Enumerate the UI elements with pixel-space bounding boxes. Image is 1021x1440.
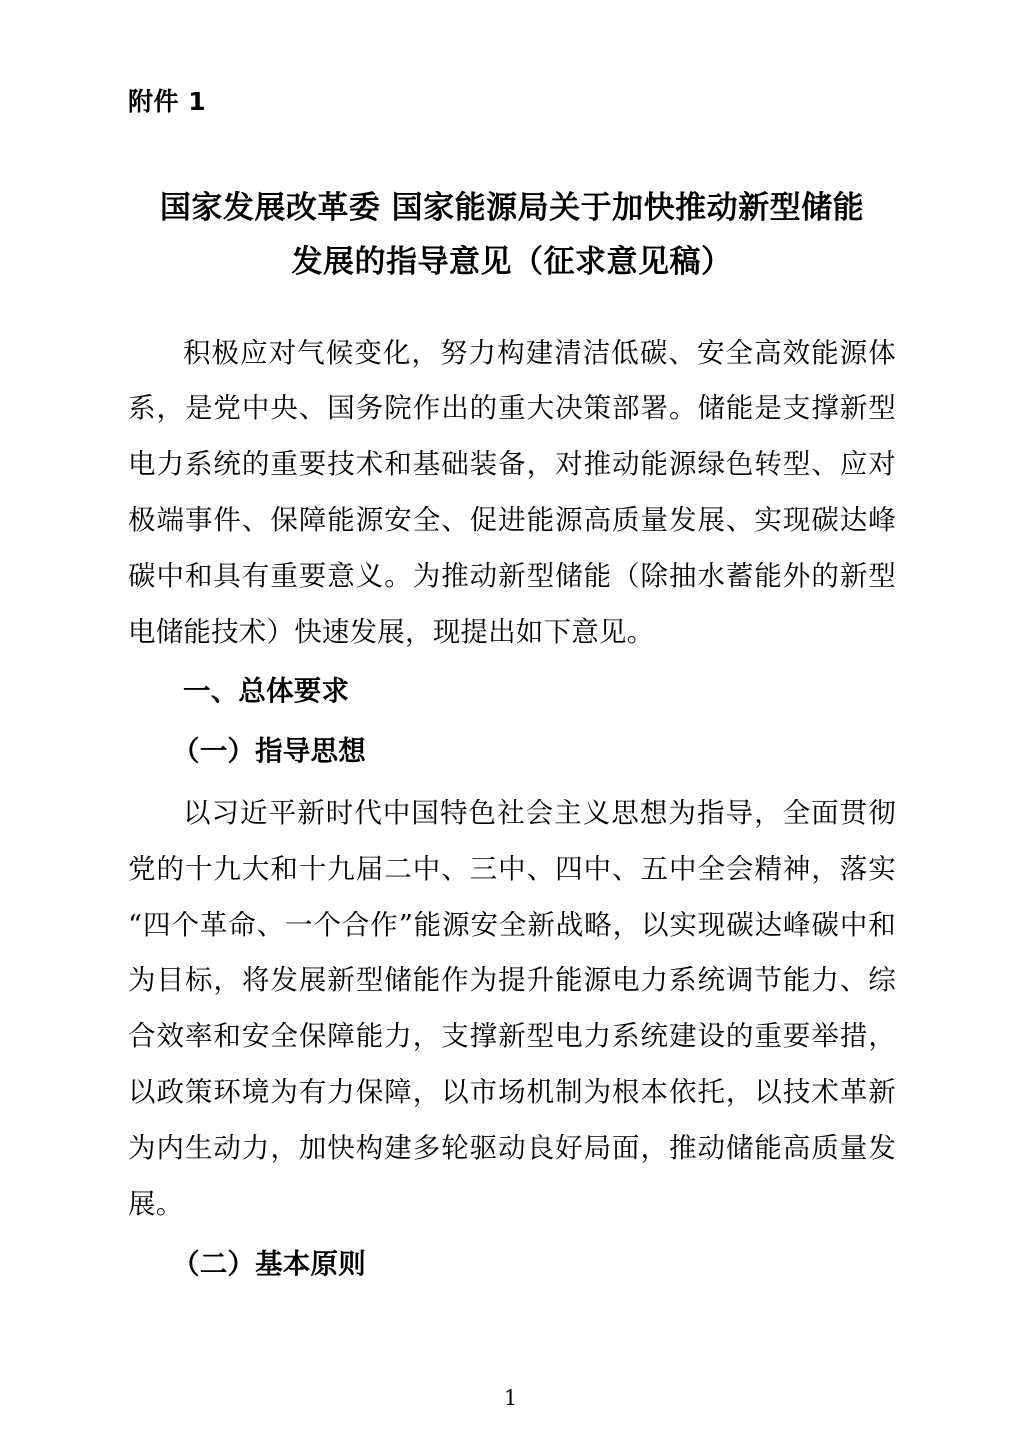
section-heading-1-1: （一）指导思想 bbox=[172, 735, 366, 768]
page-title-line-1: 国家发展改革委 国家能源局关于加快推动新型储能 bbox=[159, 190, 865, 226]
document-content bbox=[128, 84, 896, 1292]
page-title bbox=[128, 181, 896, 290]
section-heading-1-2: （二）基本原则 bbox=[172, 1247, 366, 1280]
page-number: 1 bbox=[503, 1386, 518, 1410]
page-title-line-2: 发展的指导意见（征求意见稿） bbox=[291, 244, 733, 281]
section-1-1-paragraph: 以习近平新时代中国特色社会主义思想为指导，全面贯彻党的十九大和十九届二中、三中、四中、五中全会精神，落实“四个革命、一个合作”能源安全新战略，以实现碳达峰碳中和为目标，将发展新型储能作为提升能源电力系统调节能力、综合效率和安全保障能力，支撑新型电力系统建设的重要举措，以政策环境为有力保障，以市场机制为根本依托，以技术革新为内生动力，加快构建多轮驱动良好局面，推动储能高质量发展。 bbox=[128, 797, 896, 1220]
section-heading-1: 一、总体要求 bbox=[183, 675, 350, 708]
attachment-label: 附件 1 bbox=[128, 87, 207, 116]
intro-paragraph: 积极应对气候变化，努力构建清洁低碳、安全高效能源体系，是党中央、国务院作出的重大决策部署。储能是支撑新型电力系统的重要技术和基础装备，对推动能源绿色转型、应对极端事件、保障能源安全、促进能源高质量发展、实现碳达峰碳中和具有重要意义。为推动新型储能（除抽水蓄能外的新型电储能技术）快速发展，现提出如下意见。 bbox=[128, 336, 896, 648]
